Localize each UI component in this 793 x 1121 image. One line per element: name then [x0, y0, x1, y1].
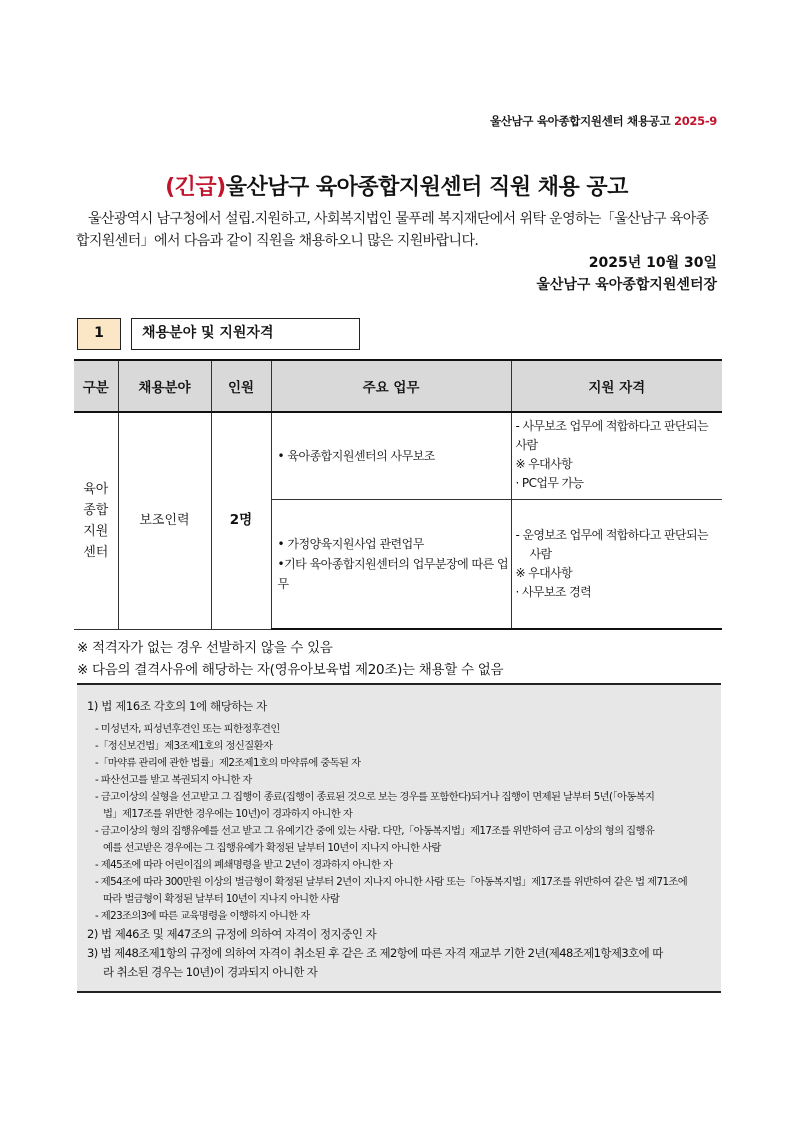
list-item: -「마약류 관리에 관한 법률」제2조제1호의 마약류에 중독된 자 — [95, 757, 361, 769]
list-item — [87, 823, 711, 857]
list-item-text: - 제54조에 따라 300만원 이상의 벌금형이 확정된 날부터 2년이 지나지 아니한 사람 또는「아동복지법」제17조를 위반하여 같은 법 제71조에 — [95, 876, 688, 888]
note-disqualification: ※ 다음의 결격사유에 해당하는 자(영유아보육법 제20조)는 채용할 수 없음 — [77, 662, 504, 678]
disqualification-box — [77, 683, 721, 993]
announcement-reference — [490, 113, 717, 129]
intro-paragraph: 울산광역시 남구청에서 설립.지원하고, 사회복지법인 물푸레 복지재단에서 위탁 운영하는「울산남구 육아종합지원센터」에서 다음과 같이 직원을 채용하오니 많은 지원바랍니다. — [76, 211, 709, 249]
announcement-date: 2025년 10월 30일 — [588, 255, 717, 271]
reference-number: 2025-9 — [674, 114, 717, 128]
list-item-text: - 금고이상의 형의 집행유예를 선고 받고 그 유예기간 중에 있는 사람. 다만,「아동복지법」제17조를 위반하여 금고 이상의 형의 집행유 — [95, 825, 655, 837]
duties-cell — [271, 412, 511, 499]
division-line: 육아 — [83, 481, 109, 497]
table-header-row — [74, 360, 722, 412]
title-main: 울산남구 육아종합지원센터 직원 채용 공고 — [225, 175, 628, 200]
duties-cell — [271, 499, 511, 629]
list-item: - 제45조에 따라 어린이집의 폐쇄명령을 받고 2년이 경과하지 아니한 자 — [95, 859, 393, 871]
section-number: 1 — [77, 318, 121, 350]
issuer-name: 울산남구 육아종합지원센터장 — [536, 277, 717, 293]
qualifications-cell — [511, 412, 722, 499]
preference-heading: ※ 우대사항 — [515, 565, 573, 580]
header-field: 채용분야 — [118, 360, 211, 412]
reference-prefix: 울산남구 육아종합지원센터 채용공고 — [489, 114, 671, 128]
header-division: 구분 — [74, 360, 118, 412]
page-title — [0, 170, 793, 201]
item-3-text: 3) 법 제48조제1항의 규정에 의하여 자격이 취소된 후 같은 조 제2항에 따른 자격 재교부 기한 2년(제48조제1항제3호에 따 — [87, 946, 663, 960]
disqualification-item-1: 1) 법 제16조 각호의 1에 해당하는 자 — [87, 699, 267, 713]
urgent-label: (긴급) — [165, 175, 226, 200]
list-item-continued: 예를 선고받은 경우에는 그 집행유예가 확정된 날부터 10년이 지나지 아니한 사람 — [103, 842, 441, 854]
header-qualifications: 지원 자격 — [511, 360, 722, 412]
recruitment-table — [74, 359, 722, 630]
qualifications-cell — [511, 499, 722, 629]
list-item-continued: 법」제17조를 위반한 경우에는 10년)이 경과하지 아니한 자 — [103, 808, 353, 820]
list-item: - 제23조의3에 따른 교육명령을 이행하지 아니한 자 — [95, 910, 310, 922]
disqualification-item-2: 2) 법 제46조 및 제47조의 규정에 의하여 자격이 정지중인 자 — [87, 927, 377, 941]
duty-item: • 가정양육지원사업 관련업무 — [277, 536, 424, 551]
list-item: -「정신보건법」제3조제1호의 정신질환자 — [95, 740, 273, 752]
list-item: - 파산선고를 받고 복권되지 아니한 자 — [95, 774, 252, 786]
division-line: 지원 — [83, 523, 109, 539]
item-3-continued: 라 취소된 경우는 10년)이 경과되지 아니한 자 — [103, 965, 318, 979]
qualification-item: - 운영보조 업무에 적합하다고 판단되는 — [515, 527, 708, 542]
division-line: 센터 — [83, 544, 109, 560]
header-headcount: 인원 — [211, 360, 271, 412]
list-item-continued: 따라 벌금형이 확정된 날부터 10년이 지나지 아니한 사람 — [103, 893, 340, 905]
preference-heading: ※ 우대사항 — [515, 457, 573, 471]
header-duties: 주요 업무 — [271, 360, 511, 412]
list-item-text: - 금고이상의 실형을 선고받고 그 집행이 종료(집행이 종료된 것으로 보는 경우를 포함한다)되거나 집행이 면제된 날부터 5년(「아동복지 — [95, 791, 655, 803]
qualification-item: - 사무보조 업무에 적합하다고 판단되는 사람 — [515, 419, 708, 452]
list-item: - 미성년자, 피성년후견인 또는 피한정후견인 — [95, 723, 280, 735]
disqualification-item-3 — [87, 944, 711, 982]
preference-item: · 사무보조 경력 — [515, 584, 592, 599]
list-item — [87, 874, 711, 908]
note-no-qualified: ※ 적격자가 없는 경우 선발하지 않을 수 있음 — [77, 640, 333, 656]
qualification-item-continued: 사람 — [529, 546, 552, 561]
table-row — [74, 412, 722, 499]
duty-item: •기타 육아종합지원센터의 업무분장에 따른 업무 — [277, 556, 509, 591]
division-line: 종합 — [83, 502, 109, 518]
division-cell — [74, 412, 118, 629]
duty-item: • 육아종합지원센터의 사무보조 — [277, 448, 435, 463]
list-item — [87, 789, 711, 823]
preference-item: · PC업무 가능 — [515, 476, 584, 490]
headcount-cell: 2명 — [211, 412, 271, 629]
field-cell: 보조인력 — [118, 412, 211, 629]
section-title: 채용분야 및 지원자격 — [131, 318, 360, 350]
